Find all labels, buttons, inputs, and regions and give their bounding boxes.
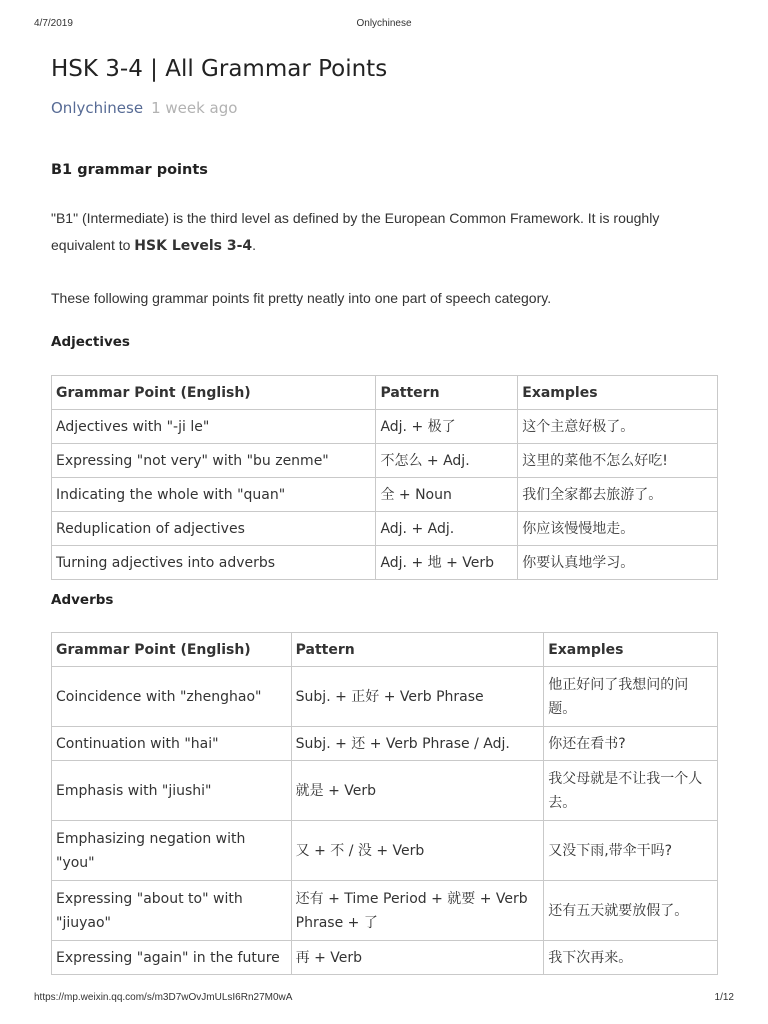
example-cell: 我下次再来。 <box>544 941 718 975</box>
adverbs-heading: Adverbs <box>51 592 114 608</box>
table-row <box>52 761 718 821</box>
pattern-cell: 还有 + Time Period + 就要 + Verb Phrase + 了 <box>291 881 544 941</box>
grammar-point-cell: Emphasis with "jiushi" <box>52 761 292 821</box>
page-url: https://mp.weixin.qq.com/s/m3D7wOvJmULsI6Rn27M0wA <box>34 992 293 1003</box>
pattern-cell: 不怎么 + Adj. <box>376 444 518 478</box>
column-header: Pattern <box>291 633 544 667</box>
table-header-row <box>52 633 718 667</box>
example-cell: 他正好问了我想问的问题。 <box>544 667 718 727</box>
page-number: 1/12 <box>714 992 734 1003</box>
author-link[interactable]: Onlychinese <box>51 99 144 117</box>
grammar-point-cell: Turning adjectives into adverbs <box>52 546 376 580</box>
intro-bold-text: HSK Levels 3-4 <box>134 238 253 254</box>
table-header-row <box>52 376 718 410</box>
table-row <box>52 821 718 881</box>
column-header: Grammar Point (English) <box>52 633 292 667</box>
table-row <box>52 410 718 444</box>
pattern-cell: 再 + Verb <box>291 941 544 975</box>
grammar-point-cell: Expressing "not very" with "bu zenme" <box>52 444 376 478</box>
intro-text: "B1" (Intermediate) is the third level as defined by the European Common Framework. It is roughly equivalent to <box>51 210 660 253</box>
adjectives-table <box>51 375 718 580</box>
adjectives-heading: Adjectives <box>51 334 130 350</box>
pattern-cell: 就是 + Verb <box>291 761 544 821</box>
table-row <box>52 941 718 975</box>
pattern-cell: Adj. + 极了 <box>376 410 518 444</box>
pattern-cell: 全 + Noun <box>376 478 518 512</box>
table-row <box>52 478 718 512</box>
article-meta <box>51 99 237 117</box>
column-header: Pattern <box>376 376 518 410</box>
example-cell: 这里的菜他不怎么好吃! <box>518 444 718 478</box>
table-row <box>52 444 718 478</box>
print-date: 4/7/2019 <box>34 18 73 29</box>
intro-paragraph <box>51 205 721 260</box>
column-header: Examples <box>544 633 718 667</box>
table-row <box>52 667 718 727</box>
example-cell: 你还在看书? <box>544 727 718 761</box>
intro-end: . <box>252 237 257 253</box>
column-header: Grammar Point (English) <box>52 376 376 410</box>
grammar-point-cell: Adjectives with "-ji le" <box>52 410 376 444</box>
example-cell: 又没下雨,带伞干吗? <box>544 821 718 881</box>
grammar-point-cell: Expressing "about to" with "jiuyao" <box>52 881 292 941</box>
example-cell: 我父母就是不让我一个人去。 <box>544 761 718 821</box>
example-cell: 你要认真地学习。 <box>518 546 718 580</box>
adverbs-table <box>51 632 718 975</box>
pattern-cell: Adj. + 地 + Verb <box>376 546 518 580</box>
print-site-name: Onlychinese <box>356 18 412 29</box>
grammar-point-cell: Indicating the whole with "quan" <box>52 478 376 512</box>
pattern-cell: Subj. + 还 + Verb Phrase / Adj. <box>291 727 544 761</box>
table-row <box>52 512 718 546</box>
pattern-cell: Subj. + 正好 + Verb Phrase <box>291 667 544 727</box>
table-row <box>52 546 718 580</box>
publish-time: 1 week ago <box>151 99 238 117</box>
intro-paragraph-2: These following grammar points fit pretty neatly into one part of speech category. <box>51 290 552 306</box>
example-cell: 还有五天就要放假了。 <box>544 881 718 941</box>
grammar-point-cell: Expressing "again" in the future <box>52 941 292 975</box>
pattern-cell: Adj. + Adj. <box>376 512 518 546</box>
grammar-point-cell: Emphasizing negation with "you" <box>52 821 292 881</box>
table-row <box>52 881 718 941</box>
column-header: Examples <box>518 376 718 410</box>
grammar-point-cell: Continuation with "hai" <box>52 727 292 761</box>
example-cell: 这个主意好极了。 <box>518 410 718 444</box>
grammar-point-cell: Reduplication of adjectives <box>52 512 376 546</box>
pattern-cell: 又 + 不 / 没 + Verb <box>291 821 544 881</box>
grammar-point-cell: Coincidence with "zhenghao" <box>52 667 292 727</box>
example-cell: 我们全家都去旅游了。 <box>518 478 718 512</box>
article-title: HSK 3-4 | All Grammar Points <box>51 56 388 82</box>
section-heading: B1 grammar points <box>51 162 208 178</box>
table-row <box>52 727 718 761</box>
example-cell: 你应该慢慢地走。 <box>518 512 718 546</box>
